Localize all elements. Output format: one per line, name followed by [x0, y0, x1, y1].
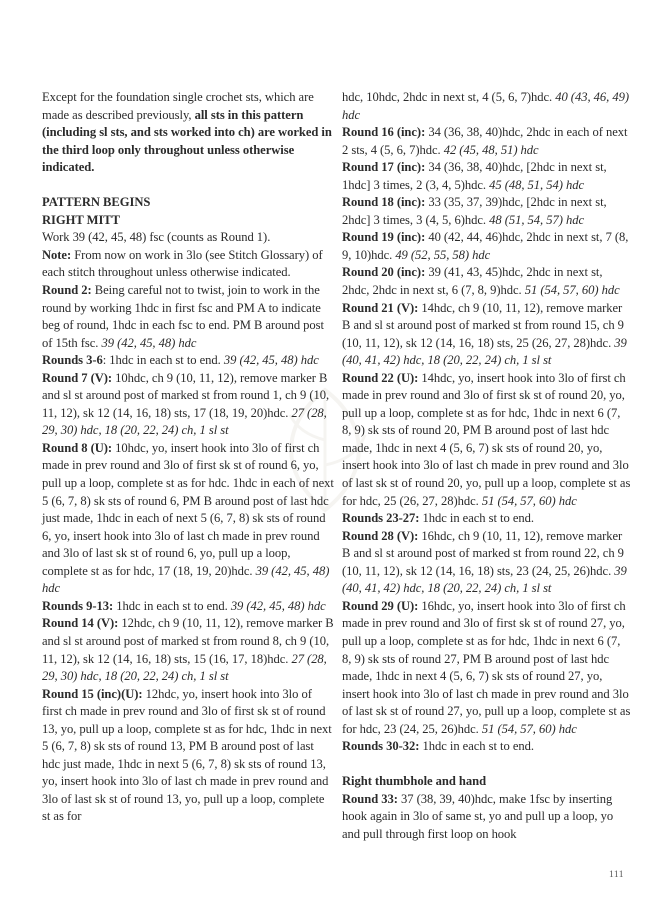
- round-label: Round 2:: [42, 283, 92, 298]
- stitch-count: 39 (42, 45, 48) hdc: [101, 335, 197, 350]
- round-label: Round 29 (U):: [342, 598, 419, 613]
- round-instruction: [342, 124, 632, 159]
- round-instruction: [342, 229, 632, 264]
- round-text: hdc, 10hdc, 2hdc in next st, 4 (5, 6, 7)hdc.: [342, 90, 556, 104]
- round-text: 1hdc in each st to end.: [419, 511, 534, 526]
- stitch-count: 40 (43, 46, 49) hdc: [342, 90, 629, 122]
- round-label: Round 14 (V):: [42, 616, 119, 631]
- round-label: Round 20 (inc):: [342, 265, 426, 280]
- round-instruction: [42, 352, 334, 370]
- stitch-count: 39 (42, 45, 48) hdc: [230, 598, 326, 613]
- round-text: 1hdc in each st to end.: [113, 598, 231, 613]
- round-label: Round 18 (inc):: [342, 195, 426, 210]
- stitch-count: 39 (42, 45, 48) hdc: [42, 563, 330, 596]
- round-label: Round 15 (inc)(U):: [42, 686, 143, 701]
- round-instruction: [342, 528, 632, 598]
- round-label: Rounds 23-27:: [342, 511, 420, 526]
- stitch-count: 51 (54, 57, 60) hdc: [524, 283, 620, 298]
- round-instruction: [342, 370, 632, 510]
- stitch-count: 51 (54, 57, 60) hdc: [481, 721, 577, 736]
- work-instruction: Work 39 (42, 45, 48) fsc (counts as Round 1).: [42, 230, 271, 245]
- stitch-count: 51 (54, 57, 60) hdc: [481, 493, 577, 508]
- round-text: 33 (35, 37, 39)hdc, [2hdc in next st, 2hdc] 3 times, 3 (4, 5, 6)hdc.: [342, 195, 607, 227]
- note-text: From now on work in 3lo (see Stitch Glossary) of each stitch throughout unless otherwise indicated.: [42, 247, 323, 280]
- round-label: Round 19 (inc):: [342, 230, 426, 245]
- round-instruction: [42, 282, 334, 352]
- stitch-count: 49 (52, 55, 58) hdc: [395, 247, 491, 262]
- stitch-count: 27 (28, 29, 30) hdc, 18 (20, 22, 24) ch, 1 sl st: [42, 651, 327, 684]
- round-text: 34 (36, 38, 40)hdc, 2hdc in each of next 2 sts, 4 (5, 6, 7)hdc.: [342, 125, 628, 157]
- stitch-count: 27 (28, 29, 30) hdc, 18 (20, 22, 24) ch, 1 sl st: [42, 405, 327, 438]
- round-label: Round 21 (V):: [342, 300, 419, 315]
- stitch-count: 42 (45, 48, 51) hdc: [443, 142, 539, 157]
- intro-paragraph: [42, 89, 334, 177]
- round-instruction: [342, 598, 632, 738]
- left-column: [42, 89, 334, 826]
- round-text: 14hdc, yo, insert hook into 3lo of first ch made in prev round and 3lo of first sk st of round 20, yo, pull up a loop, complete st as for hdc, 1hdc in next 6 (7, 8, 9) sk sts of round 20, PM B around post of last hdc made, 1hdc in next 4 (5, 6, 7) sk sts of round 20, yo, insert hook into 3lo of last ch made in prev round and 3lo of last sk st of round 20, yo, pull up a loop, complete st as for hdc, 25 (26, 27, 28)hdc.: [342, 370, 631, 508]
- round-label: Rounds 3-6: [42, 353, 103, 368]
- round-label: Round 16 (inc):: [342, 125, 426, 140]
- round-label: Round 28 (V):: [342, 528, 419, 543]
- round-text: 34 (36, 38, 40)hdc, [2hdc in next st, 1hdc] 3 times, 2 (3, 4, 5)hdc.: [342, 160, 607, 192]
- section-heading: PATTERN BEGINS: [42, 195, 151, 210]
- stitch-count: 39 (42, 45, 48) hdc: [223, 353, 319, 368]
- round-instruction: [342, 791, 632, 844]
- intro-bold-text: all sts in this pattern (including sl sts, and sts worked into ch) are worked in the third loop only throughout unless otherwise indicated.: [42, 107, 332, 175]
- round-text: 12hdc, yo, insert hook into 3lo of first ch made in prev round and 3lo of first sk st of round 13, yo, pull up a loop, complete st as for hdc, 1hdc in next 5 (6, 7, 8) sk sts of round 13, PM B around post of last hdc just made, 1hdc in next 5 (6, 7, 8) sk sts of round 13, yo, insert hook into 3lo of last ch made in prev round and 3lo of last sk st of round 13, yo, pull up a loop, complete st as for: [42, 686, 332, 824]
- round-text: 1hdc in each st to end.: [419, 739, 534, 754]
- round-text: 10hdc, ch 9 (10, 11, 12), remove marker B and sl st around post of marked st from round 1, ch 9 (10, 11, 12), sk 12 (14, 16, 18) sts, 17 (18, 19, 20)hdc.: [42, 370, 330, 420]
- round-instruction: [342, 738, 632, 756]
- round-text: 12hdc, ch 9 (10, 11, 12), remove marker B and sl st around post of marked st from round 8, ch 9 (10, 11, 12), sk 12 (14, 16, 18) sts, 15 (16, 17, 18)hdc.: [42, 616, 334, 666]
- round-continuation: [342, 89, 632, 124]
- round-text: 16hdc, ch 9 (10, 11, 12), remove marker B and sl st around post of marked st from round 22, ch 9 (10, 11, 12), sk 12 (14, 16, 18) sts, 23 (24, 25, 26)hdc.: [342, 528, 624, 578]
- round-instruction: [42, 370, 334, 440]
- round-label: Round 17 (inc):: [342, 160, 426, 175]
- round-label: Round 8 (U):: [42, 440, 113, 455]
- stitch-count: 39 (40, 41, 42) hdc, 18 (20, 22, 24) ch, 1 sl st: [342, 335, 627, 368]
- round-label: Rounds 9-13:: [42, 598, 114, 613]
- round-text: 14hdc, ch 9 (10, 11, 12), remove marker B and sl st around post of marked st from round 15, ch 9 (10, 11, 12), sk 12 (14, 16, 18) sts, 25 (26, 27, 28)hdc.: [342, 300, 624, 350]
- round-label: Round 22 (U):: [342, 370, 419, 385]
- spacer: [342, 756, 632, 774]
- round-text: 39 (41, 43, 45)hdc, 2hdc in next st, 2hdc, 2hdc in next st, 6 (7, 8, 9)hdc.: [342, 265, 603, 298]
- page-number: 111: [609, 870, 625, 880]
- round-instruction: [42, 615, 334, 685]
- round-text: : 1hdc in each st to end.: [102, 353, 224, 368]
- round-text: 16hdc, yo, insert hook into 3lo of first ch made in prev round and 3lo of first sk st of round 27, yo, pull up a loop, complete st as for hdc, 1hdc in next 6 (7, 8, 9) sk sts of round 27, PM B around post of last hdc made, 1hdc in next 4 (5, 6, 7) sk sts of round 27, yo, insert hook into 3lo of last ch made in prev round and 3lo of last sk st of round 27, yo, pull up a loop, complete st as for hdc, 23 (24, 25, 26)hdc.: [342, 598, 631, 736]
- round-text: Being careful not to twist, join to work in the round by working 1hdc in first fsc and PM A to indicate beg of round, 1hdc in each fsc to end. PM B around post of 15th fsc.: [42, 283, 324, 350]
- spacer: [42, 177, 334, 195]
- right-column: [342, 89, 632, 844]
- round-instruction: [42, 598, 334, 616]
- round-instruction: [42, 440, 334, 598]
- subsection-heading-right-mitt: RIGHT MITT: [42, 212, 120, 227]
- stitch-count: 39 (40, 41, 42) hdc, 18 (20, 22, 24) ch, 1 sl st: [342, 563, 627, 596]
- round-instruction: [342, 510, 632, 528]
- stitch-count: 48 (51, 54, 57) hdc: [489, 212, 584, 227]
- round-text: 40 (42, 44, 46)hdc, 2hdc in next st, 7 (8, 9, 10)hdc.: [342, 230, 629, 262]
- round-instruction: [342, 264, 632, 299]
- round-text: 37 (38, 39, 40)hdc, make 1fsc by inserting hook again in 3lo of same st, yo and pull up a loop, yo and pull through first loop on hook: [342, 791, 614, 841]
- round-instruction: [342, 159, 632, 194]
- round-label: Round 33:: [342, 791, 398, 806]
- round-label: Round 7 (V):: [42, 370, 113, 385]
- note-paragraph: [42, 247, 334, 282]
- intro-text: Except for the foundation single crochet sts, which are made as described previously,: [42, 90, 314, 122]
- round-instruction: [42, 686, 334, 826]
- round-instruction: [342, 300, 632, 370]
- round-instruction: [342, 194, 632, 229]
- note-label: Note:: [42, 247, 72, 262]
- round-label: Rounds 30-32:: [342, 739, 420, 754]
- round-text: 10hdc, yo, insert hook into 3lo of first ch made in prev round and 3lo of first sk st of round 6, yo, pull up a loop, complete st as for hdc. 1hdc in each of next 5 (6, 7, 8) sk sts of round 6, PM B around post of last hdc just made, 1hdc in each of next 5 (6, 7, 8) sk sts of round 6, yo, insert hook into 3lo of last ch made in prev round and 3lo of last sk st of round 6, yo, pull up a loop, complete st as for hdc, 17 (18, 19, 20)hdc.: [42, 440, 334, 578]
- stitch-count: 45 (48, 51, 54) hdc: [489, 177, 584, 192]
- subsection-heading-thumbhole: Right thumbhole and hand: [342, 774, 487, 789]
